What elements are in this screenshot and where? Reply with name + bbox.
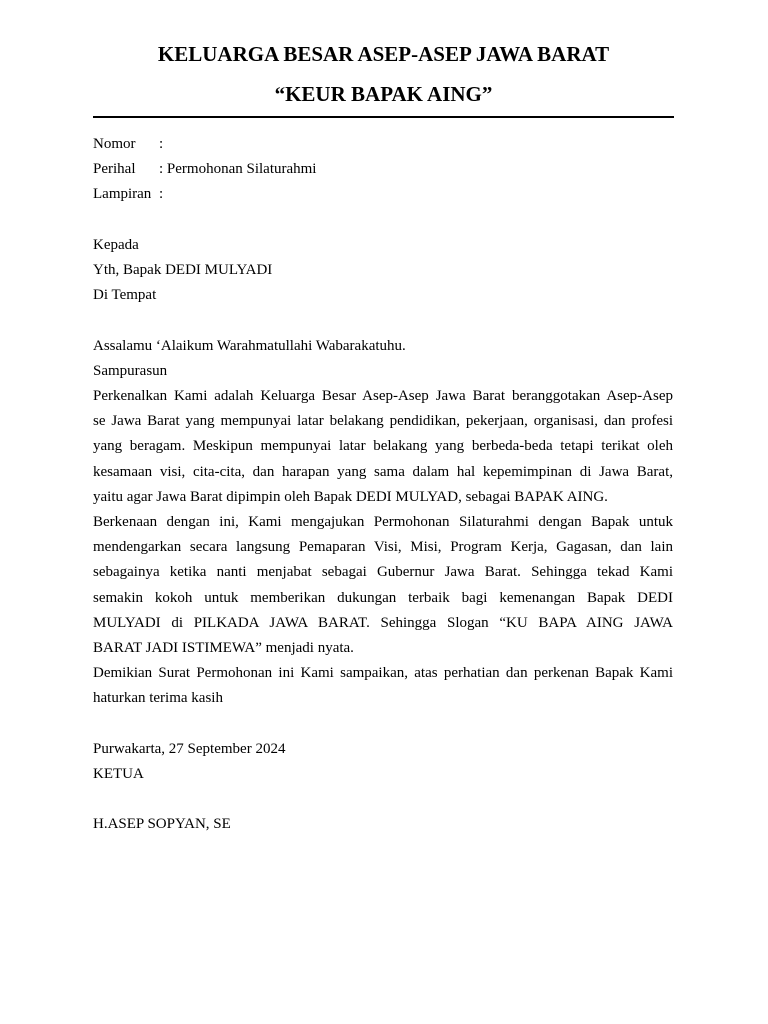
- paragraph-line: se Jawa Barat yang mempunyai latar belakang pendidikan, pekerjaan, organisasi, dan profesi: [93, 413, 673, 430]
- meta-value: :: [159, 186, 164, 203]
- meta-value: : Permohonan Silaturahmi: [159, 161, 317, 178]
- paragraph-line: mendengarkan secara langsung Pemaparan Visi, Misi, Program Kerja, Gagasan, dan lain: [93, 539, 673, 556]
- recipient-location: Di Tempat: [93, 287, 157, 304]
- paragraph-line: Perkenalkan Kami adalah Keluarga Besar Asep-Asep Jawa Barat beranggotakan Asep-Asep: [93, 388, 673, 404]
- meta-label: Lampiran: [93, 186, 152, 203]
- meta-value: :: [159, 136, 164, 152]
- paragraph-line: yaitu agar Jawa Barat dipimpin oleh Bapak DEDI MULYAD, sebagai BAPAK AING.: [93, 488, 608, 505]
- letterhead-tagline: “KEUR BAPAK AING”: [274, 82, 493, 106]
- paragraph-closing: [93, 661, 673, 711]
- meta-label: Nomor: [93, 136, 136, 152]
- meta-label: Perihal: [93, 161, 136, 178]
- paragraph-introduction: [93, 384, 673, 510]
- paragraph-line: haturkan terima kasih: [93, 690, 223, 707]
- paragraph-line: kesamaan visi, cita-cita, dan harapan yang sama dalam hal kepemimpinan di Jawa Barat,: [93, 463, 673, 480]
- paragraph-line: yang beragam. Meskipun mempunyai latar belakang yang berbeda-beda tetapi terikat oleh: [93, 438, 673, 455]
- closing-role: KETUA: [93, 766, 144, 783]
- paragraph-line: semakin kokoh untuk memberikan dukungan terbaik bagi kemenangan Bapak DEDI: [93, 589, 673, 606]
- paragraph-line: BARAT JADI ISTIMEWA” menjadi nyata.: [93, 640, 354, 657]
- signatory-name: H.ASEP SOPYAN, SE: [93, 816, 231, 833]
- spacer: [93, 308, 673, 333]
- meta-nomor: [93, 132, 673, 157]
- paragraph-line: MULYADI di PILKADA JAWA BARAT. Sehingga Slogan “KU BAPA AING JAWA: [93, 614, 673, 631]
- meta-perihal: [93, 157, 673, 182]
- header-divider: [93, 116, 674, 118]
- closing-place-date: Purwakarta, 27 September 2024: [93, 740, 286, 757]
- greeting-salam: Assalamu ‘Alaikum Warahmatullahi Wabarakatuhu.: [93, 337, 406, 354]
- paragraph-line: sebagainya ketika nanti menjabat sebagai Gubernur Jawa Barat. Sehingga tekad Kami: [93, 564, 673, 581]
- spacer: [93, 208, 673, 233]
- paragraph-line: Demikian Surat Permohonan ini Kami sampaikan, atas perhatian dan perkenan Bapak Kami: [93, 665, 673, 682]
- letterhead-org-name: KELUARGA BESAR ASEP-ASEP JAWA BARAT: [157, 42, 610, 66]
- spacer: [93, 787, 673, 812]
- letter-body: [93, 132, 673, 838]
- meta-lampiran: [93, 182, 673, 207]
- paragraph-line: Berkenaan dengan ini, Kami mengajukan Permohonan Silaturahmi dengan Bapak untuk: [93, 514, 673, 531]
- paragraph-request: [93, 510, 673, 661]
- greeting-sampurasun: Sampurasun: [93, 362, 168, 379]
- recipient-name: Yth, Bapak DEDI MULYADI: [93, 262, 273, 278]
- recipient-kepada: Kepada: [93, 236, 139, 253]
- spacer: [93, 712, 673, 737]
